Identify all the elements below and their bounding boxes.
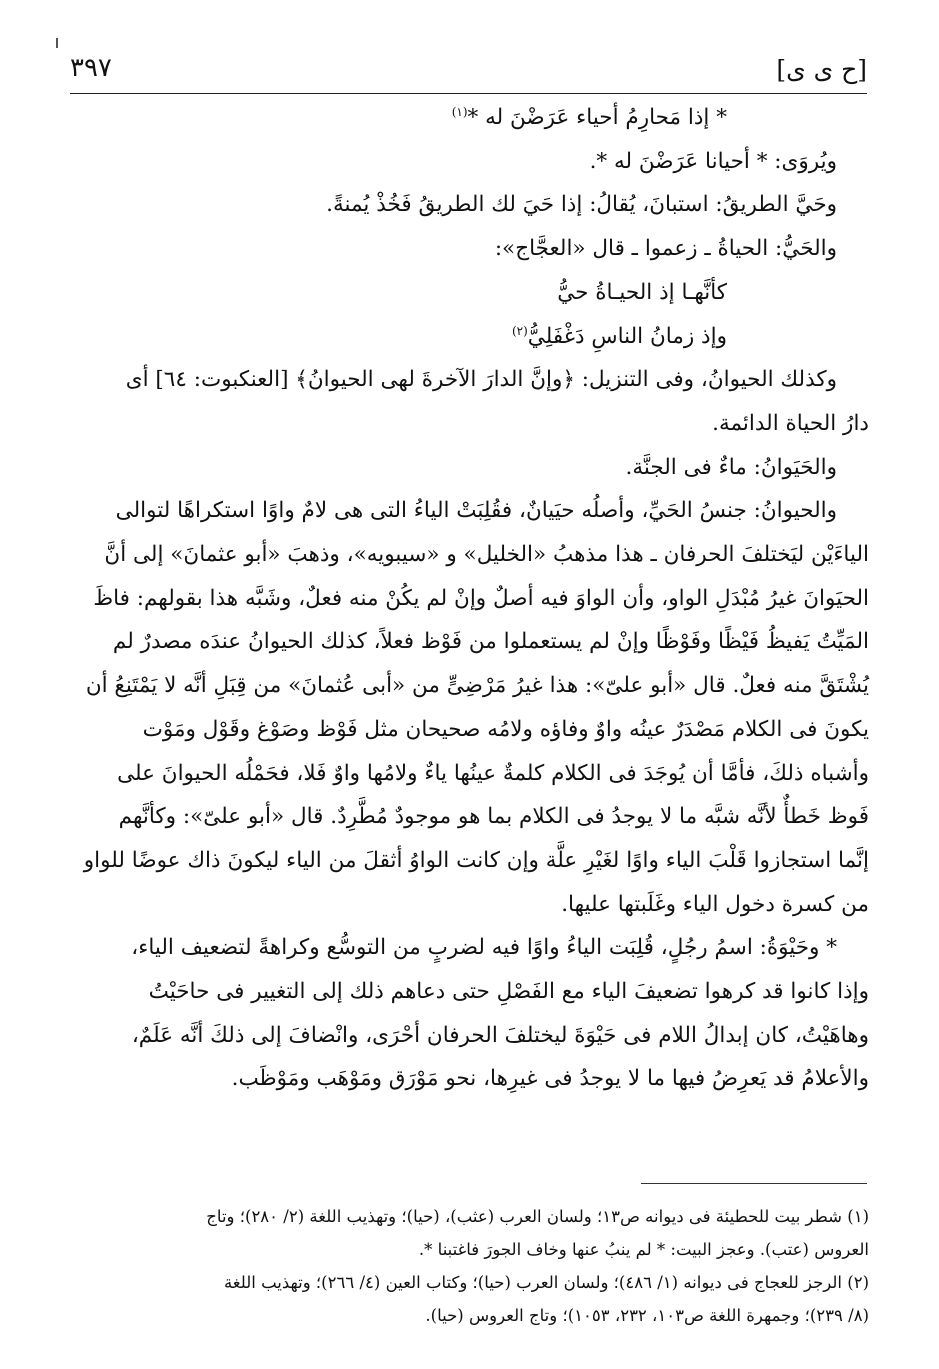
root-heading: [ح ى ى] (776, 55, 867, 84)
header-divider (70, 93, 867, 94)
footnote-line: العروس (عتب). وعجز البيت: * لم ينبُ عنها وخاف الجورَ فاغتبنا *. (418, 1240, 869, 1259)
text-line: الحيَوانَ غيرُ مُبْدَلِ الواو، وأن الواوَ فيه أصلٌ وإنْ لم يكُنْ منه فعلٌ، وشَبَّه هذا بقولهم: فاظَ (93, 585, 869, 611)
text-line: وحَيَّ الطريقُ: استبانَ، يُقالُ: إذا حَيَ لك الطريقُ فَخُذْ يُمنةً. (326, 192, 837, 218)
verse-line: * إذا مَحارِمُ أحياء عَرَضْنَ له *$^{(١)}$ (451, 104, 727, 130)
footnote-line: (١) شطر بيت للحطيئة فى ديوانه ص١٣؛ ولسان العرب (عثب)، (حيا)؛ وتهذيب اللغة (٢/ ٢٨٠)؛ وتاج (206, 1207, 869, 1226)
text-line: ويُروَى: * أحيانا عَرَضْنَ له *. (589, 148, 837, 174)
text-line: * وحَيْوَةُ: اسمُ رجُلٍ، قُلِبَت الياءُ واوًا فيه لضربٍ من التوسُّع وكراهةً لتضعيف الياء، (131, 935, 837, 961)
text-line: والحَيَوانُ: ماءٌ فى الجنَّة. (625, 454, 837, 480)
verse-line: وإذ زمانُ الناسِ دَغْفَلِيُّ$^{(٢)}$ (511, 323, 727, 349)
page-number: ٣٩٧ (70, 53, 112, 83)
text-line: يُشْتَقَّ منه فعلٌ. قال «أبو علىّ»: هذا غيرُ مَرْضِىٍّ من «أبى عُثمانَ» من قِبَلِ أنَّه لا يَمْتَنِعُ أن (85, 673, 869, 699)
footnote-divider (641, 1183, 867, 1184)
text-line: وهاهَيْتُ، كان إبدالُ اللام فى حَيْوَةَ ليختلفَ الحرفان أحْرَى، وانْضافَ إلى ذلكَ أنَّه عَلَمٌ، (131, 1022, 869, 1048)
footnote-ref: (٢) (511, 323, 528, 338)
text-line: المَيِّتُ يَفيظُ فَيْظًا وفَوْظًا وإنْ لم يستعملوا من فَوْظ فعلاً، كذلك الحيوانُ عندَه مصدرٌ لم (112, 629, 869, 655)
text-line: وكذلك الحيوانُ، وفى التنزيل: ﴿وإنَّ الدارَ الآخرةَ لهى الحيوانُ﴾ [العنكبوت: ٦٤] أى (125, 367, 837, 393)
text-line: والأعلامُ قد يَعرِضُ فيها ما لا يوجدُ فى غيرِها، نحو مَوْرَق ومَوْهَب ومَوْظَب. (231, 1066, 869, 1092)
footnote-line: (٨/ ٢٣٩)؛ وجمهرة اللغة ص١٠٣، ٢٣٢، ١٠٥٣)؛ وتاج العروس (حيا). (425, 1306, 869, 1325)
text-line: وإذا كانوا قد كرهوا تضعيفَ الياء مع الفَصْلِ حتى دعاهم ذلك إلى التغيير فى حاحَيْتُ (148, 979, 869, 1005)
text-line: دارُ الحياة الدائمة. (712, 410, 869, 436)
footnote-ref: (١) (451, 104, 468, 119)
footnote-line: (٢) الرجز للعجاج فى ديوانه (١/ ٤٨٦)؛ ولسان العرب (حيا)؛ وكتاب العين (٤/ ٢٦٦)؛ وتهذيب اللغة (223, 1273, 869, 1292)
margin-mark (56, 38, 58, 48)
text-line: والحيوانُ: جنسُ الحَيِّ، وأصلُه حيَيانٌ، فقُلِبَتْ الياءُ التى هى لامٌ واوًا استكراهًا لتوالى (115, 498, 837, 524)
text-line: الياءَيْن ليَختلفَ الحرفان ـ هذا مذهبُ «الخليل» و «سيبويه»، وذهبَ «أبو عثمانَ» إلى أنَّ (104, 542, 869, 568)
main-text (70, 96, 869, 1101)
text-line: فَوظ خَطأٌ لأنَّه شبَّه ما لا يوجدُ فى الكلام بما هو موجودٌ مُطَّرِدٌ. قال «أبو علىّ»: وكأنَّهم (118, 804, 869, 830)
text-line: والحَيُّ: الحياةُ ـ زعموا ـ قال «العجَّاج»: (494, 236, 837, 262)
text-line: من كسرة دخول الياء وغَلَبتها عليها. (561, 891, 869, 917)
verse-line: كأنَّهـا إذ الحيـاةُ حيُّ (557, 279, 727, 305)
text-line: إنَّما استجازوا قَلْبَ الياء واوًا لغَيْرِ علَّة وإن كانت الواوُ أثقلَ من الياء ليكونَ ذاك عوضًا للواو (83, 847, 869, 873)
text-line: وأشباه ذلكَ، فأمَّا أن يُوجَدَ فى الكلام كلمةٌ عينُها ياءٌ ولامُها واوٌ فَلا، فحَمْلُه الحيوانَ على (117, 760, 869, 786)
text-line: يكونَ فى الكلام مَصْدَرٌ عينُه واوٌ وفاؤه ولامُه صحيحان مثل فَوْظ وصَوْغ وقَوْل ومَوْت (142, 716, 869, 742)
footnotes (70, 1200, 869, 1332)
